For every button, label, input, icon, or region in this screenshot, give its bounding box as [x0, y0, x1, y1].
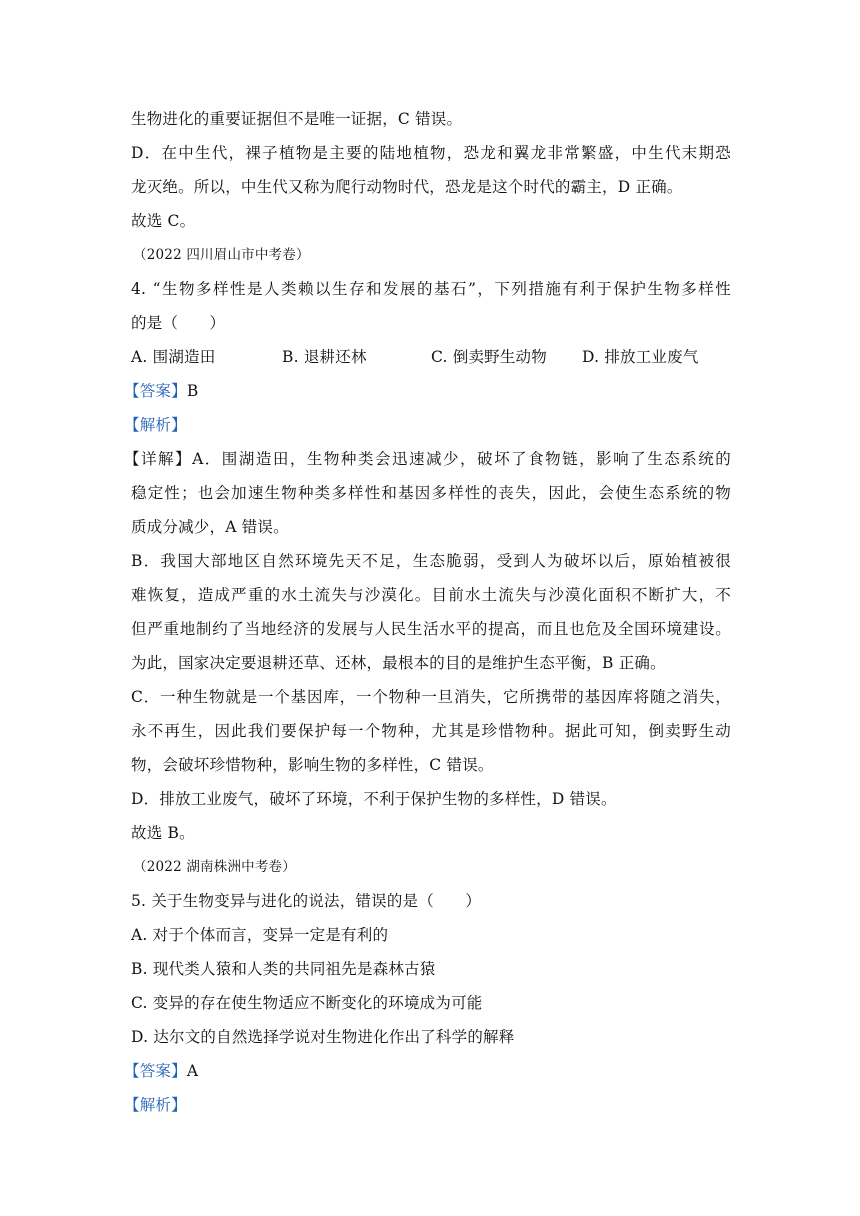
answer-tag: 【答案】 — [124, 1062, 187, 1080]
question-5-analysis — [124, 1088, 731, 1122]
detail-line: 为此，国家决定要退耕还草、还林，最根本的目的是维护生态平衡，B 正确。 — [131, 654, 666, 672]
question-5-option-b: B. 现代类人猿和人类的共同祖先是森林古猿 — [131, 960, 436, 978]
question-4-answer — [124, 374, 731, 408]
analysis-tag: 【解析】 — [124, 1096, 187, 1114]
text-line: 生物进化的重要证据但不是唯一证据，C 错误。 — [131, 110, 463, 128]
text-line: 故选 C。 — [131, 212, 196, 230]
answer-value: B — [186, 382, 199, 400]
detail-line — [124, 442, 731, 476]
question-5-answer — [124, 1054, 731, 1088]
detail-line: 故选 B。 — [131, 824, 195, 842]
detail-line: B．我国大部地区自然环境先天不足，生态脆弱，受到人为破坏以后，原始植被很 — [131, 552, 731, 570]
detail-line: 但严重地制约了当地经济的发展与人民生活水平的提高，而且也危及全国环境建设。 — [131, 620, 731, 638]
option-d: D. 排放工业废气 — [582, 348, 699, 366]
analysis-tag: 【解析】 — [124, 416, 187, 434]
question-5-option-a: A. 对于个体而言，变异一定是有利的 — [131, 926, 389, 944]
detail-line: 稳定性；也会加速生物种类多样性和基因多样性的丧失，因此，会使生态系统的物 — [131, 484, 731, 502]
answer-tag: 【答案】 — [124, 382, 187, 400]
question-4-options — [131, 340, 731, 374]
answer-value: A — [186, 1062, 199, 1080]
text-line: 龙灭绝。所以，中生代又称为爬行动物时代，恐龙是这个时代的霸主，D 正确。 — [131, 178, 683, 196]
document-page — [124, 102, 731, 1122]
detail-tag: 【详解】 — [124, 450, 193, 468]
option-c: C. 倒卖野生动物 — [431, 348, 547, 366]
question-4-analysis — [124, 408, 731, 442]
detail-line: 难恢复，造成严重的水土流失与沙漠化。目前水土流失与沙漠化面积不断扩大，不 — [131, 586, 731, 604]
question-4-stem: 4. “生物多样性是人类赖以生存和发展的基石”，下列措施有利于保护生物多样性 — [131, 280, 731, 298]
option-b: B. 退耕还林 — [282, 348, 367, 366]
question-4-stem-continued: 的是（ ） — [131, 314, 226, 332]
detail-text: A．围湖造田，生物种类会迅速减少，破坏了食物链，影响了生态系统的 — [192, 450, 731, 468]
detail-line: 质成分减少，A 错误。 — [131, 518, 289, 536]
detail-line: D．排放工业废气，破坏了环境，不利于保护生物的多样性，D 错误。 — [131, 790, 617, 808]
question-5-stem: 5. 关于生物变异与进化的说法，错误的是（ ） — [131, 892, 482, 910]
question-5-option-d: D. 达尔文的自然选择学说对生物进化作出了科学的解释 — [131, 1028, 515, 1046]
text-line: D．在中生代，裸子植物是主要的陆地植物，恐龙和翼龙非常繁盛，中生代末期恐 — [131, 144, 731, 162]
detail-line: 物，会破坏珍惜物种，影响生物的多样性，C 错误。 — [131, 756, 494, 774]
question-4-source: （2022 四川眉山市中考卷） — [133, 247, 310, 263]
question-5-source: （2022 湖南株洲中考卷） — [133, 859, 296, 875]
question-5-option-c: C. 变异的存在使生物适应不断变化的环境成为可能 — [131, 994, 483, 1012]
detail-line: C．一种生物就是一个基因库，一个物种一旦消失，它所携带的基因库将随之消失， — [131, 688, 731, 706]
detail-line: 永不再生，因此我们要保护每一个物种，尤其是珍惜物种。据此可知，倒卖野生动 — [131, 722, 731, 740]
option-a: A. 围湖造田 — [131, 348, 216, 366]
